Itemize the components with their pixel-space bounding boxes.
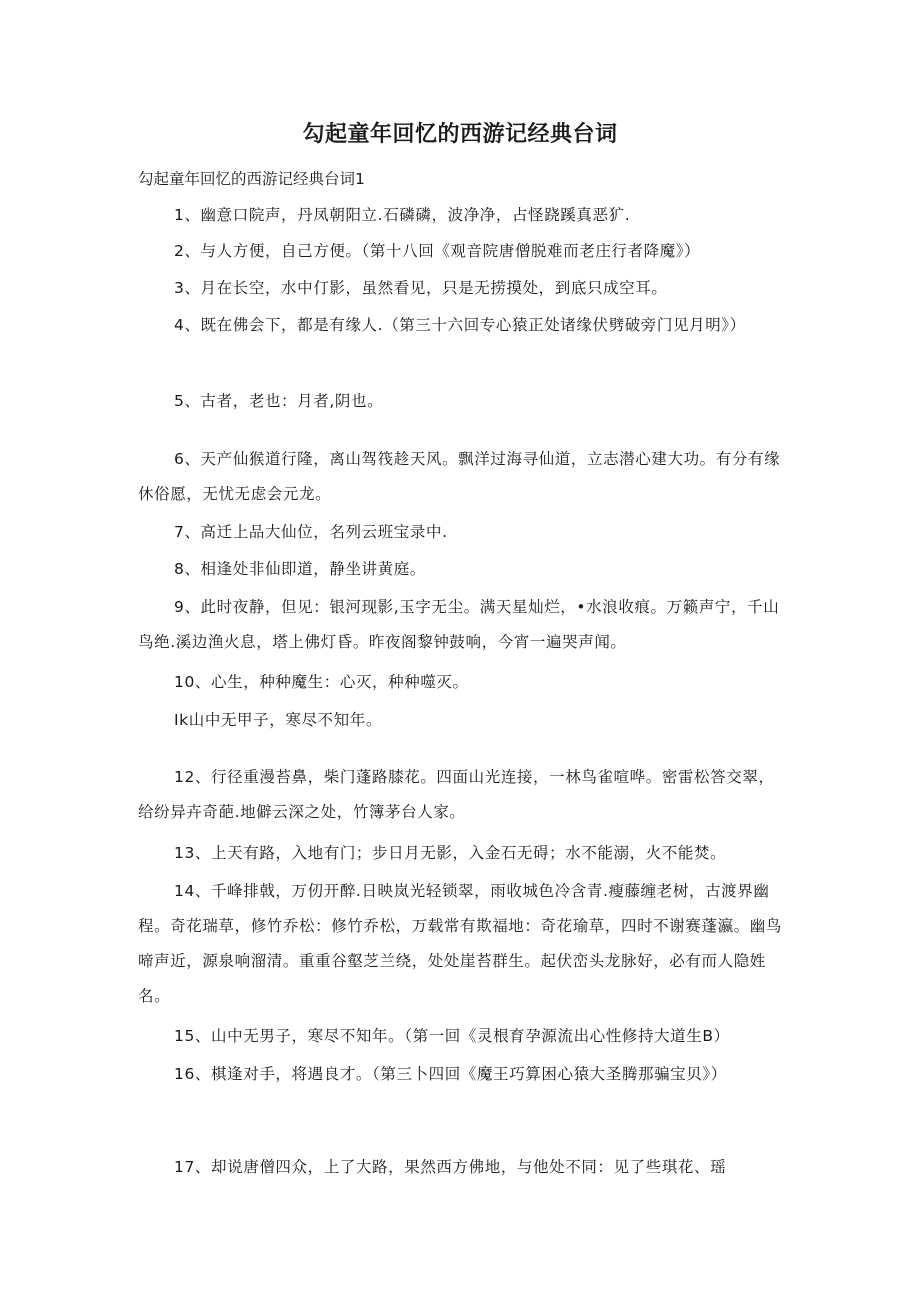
quote-item-3: 3、月在长空，水中仃影，虽然看见，只是无捞摸处，到底只成空耳。: [174, 279, 668, 297]
quote-item-1: 1、幽意口院声，丹凤朝阳立.石磷磷，波净净，占怪跷蹊真恶犷.: [174, 206, 631, 224]
quote-item-17: 17、却说唐僧四众，上了大路，果然西方佛地，与他处不同：见了些琪花、瑶: [174, 1158, 727, 1176]
quote-item-15: 15、山中无男子，寒尽不知年。（第一回《灵根育孕源流出心性修持大道生B）: [174, 1027, 730, 1045]
quote-item-12: 12、行径重漫苔鼻，柴门蓬路膝花。四面山光连接，一林鸟雀喧哗。密雷松答交翠，给纷异卉奇葩.地僻云深之处，竹簿茅台人家。: [138, 768, 775, 821]
quote-item-16: 16、棋逢对手，将遇良才。（第三卜四回《魔王巧算困心猿大圣腾那骗宝贝》）: [174, 1065, 727, 1083]
quote-item-13: 13、上天有路，入地有门；步日月无影，入金石无碍；水不能溺，火不能焚。: [174, 844, 727, 862]
quote-item-5: 5、古者，老也：月者,阴也。: [174, 392, 384, 410]
quote-item-14: 14、千峰排戟，万仞开醉.日映岚光轻锁翠，雨收城色冷含青.瘦藤缠老树，古渡界幽程。奇花瑞草，修竹乔松：修竹乔松，万载常有欺福地：奇花瑜草，四时不谢赛蓬瀛。幽鸟啼声近，源泉响溜清。重重谷壑芝兰绕，处处崖苔群生。起伏峦头龙脉好，必有而人隐姓名。: [138, 882, 783, 1005]
quote-item-7: 7、高迁上品大仙位，名列云班宝录中.: [174, 523, 448, 541]
document-title: 勾起童年回忆的西游记经典台词: [302, 122, 618, 147]
quote-item-11: Ik山中无甲子，寒尽不知年。: [174, 711, 382, 729]
quote-item-8: 8、相逢处非仙即道，静坐讲黄庭。: [174, 560, 426, 578]
quote-item-9: 9、此时夜静，但见：银河现影,玉字无尘。满天星灿烂，•水浪收痕。万籁声宁，千山鸟绝.溪边渔火息，塔上佛灯昏。昨夜阁黎钟鼓响，今宵一遍哭声闻。: [138, 598, 780, 651]
quote-item-2: 2、与人方便，自己方便。（第十八回《观音院唐僧脱难而老庄行者降魔》）: [174, 242, 701, 260]
quote-item-10: 10、心生，种种魔生：心灭，种种噬灭。: [174, 673, 469, 691]
document-subtitle: 勾起童年回忆的西游记经典台词1: [138, 170, 365, 188]
quote-item-6: 6、天产仙猴道行隆，离山驾筏趁天风。飘洋过海寻仙道，立志潜心建大功。有分有缘休俗愿，无忧无虑会元龙。: [138, 450, 781, 503]
quote-item-4: 4、既在佛会下，都是有缘人.（第三十六回专心猿正处诸缘伏劈破旁门见月明》）: [174, 316, 746, 334]
